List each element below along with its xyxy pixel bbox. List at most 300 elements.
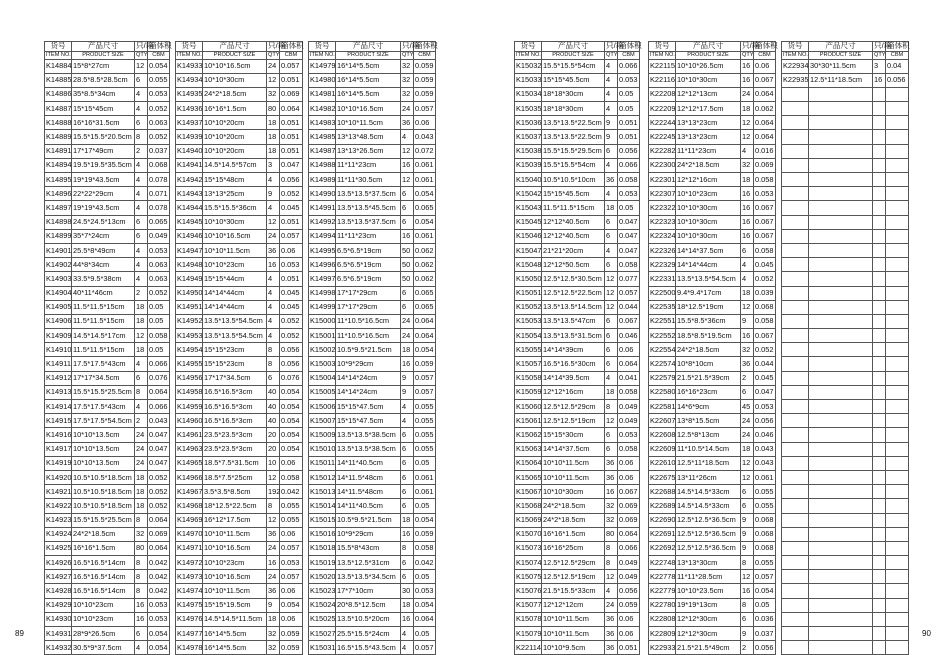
qty-cell: 24	[741, 87, 754, 101]
item-no-cell: K14942	[176, 173, 203, 187]
item-no-cell: K15012	[309, 470, 336, 484]
qty-cell: 12	[741, 116, 754, 130]
qty-cell: 16	[401, 612, 414, 626]
product-size-cell: 15*15*47.5cm	[336, 414, 401, 428]
product-size-cell: 18.5*7.5*31.5cm	[203, 456, 267, 470]
header-cbm-zh: 箱体积	[415, 41, 438, 51]
qty-cell: 32	[401, 59, 414, 73]
cbm-cell: 0.044	[754, 357, 776, 371]
product-size-cell: 10*10*13.5cm	[72, 442, 135, 456]
item-no-cell: K22779	[649, 584, 676, 598]
table-row	[515, 612, 640, 626]
qty-cell: 4	[605, 371, 618, 385]
qty-cell: 12	[741, 130, 754, 144]
item-no-cell: K15031	[309, 641, 336, 655]
cbm-cell: 0.071	[148, 187, 170, 201]
cbm-cell: 0.046	[618, 329, 640, 343]
item-no-cell: K14968	[176, 499, 203, 513]
item-no-cell: K22933	[649, 641, 676, 655]
item-no-cell: K15045	[515, 215, 542, 229]
table-row	[309, 343, 436, 357]
cbm-cell: 0.05	[414, 456, 436, 470]
table-row	[176, 428, 303, 442]
qty-cell	[873, 300, 886, 314]
qty-cell: 8	[605, 400, 618, 414]
cbm-cell: 0.069	[148, 527, 170, 541]
qty-cell: 16	[741, 187, 754, 201]
cbm-cell: 0.058	[618, 442, 640, 456]
cbm-cell: 0.06	[618, 470, 640, 484]
qty-cell: 12	[135, 59, 148, 73]
item-no-cell: K14936	[176, 102, 203, 116]
cbm-cell: 0.052	[148, 499, 170, 513]
header-item-no-zh: 货号	[649, 42, 676, 52]
cbm-cell: 0.056	[618, 584, 640, 598]
table-row	[309, 201, 436, 215]
product-size-cell: 13.5*13.5*31.5cm	[542, 329, 605, 343]
cbm-cell: 0.053	[280, 258, 303, 272]
cbm-cell: 0.052	[148, 130, 170, 144]
product-size-cell: 18*18*30cm	[542, 87, 605, 101]
table-row	[649, 414, 776, 428]
table-row	[649, 329, 776, 343]
qty-cell: 4	[605, 584, 618, 598]
table-row	[782, 428, 909, 442]
qty-cell: 18	[605, 201, 618, 215]
qty-cell: 24	[135, 428, 148, 442]
header-cbm-en: CBM	[754, 51, 776, 59]
item-no-cell: K15063	[515, 442, 542, 456]
qty-cell: 12	[605, 570, 618, 584]
cbm-cell	[886, 627, 909, 641]
cbm-cell: 0.047	[618, 243, 640, 257]
product-size-cell: 10*10*23cm	[203, 258, 267, 272]
cbm-cell: 0.052	[148, 470, 170, 484]
item-no-cell: K14940	[176, 144, 203, 158]
cbm-cell: 0.054	[280, 428, 303, 442]
product-size-cell	[809, 627, 873, 641]
table-row	[176, 414, 303, 428]
table-row	[649, 598, 776, 612]
qty-cell	[873, 414, 886, 428]
cbm-cell: 0.055	[280, 499, 303, 513]
product-size-cell: 3.5*3.5*8.5cm	[203, 485, 267, 499]
product-size-cell: 12.5*12.5*29cm	[542, 556, 605, 570]
cbm-cell: 0.064	[148, 513, 170, 527]
cbm-cell: 0.061	[414, 470, 436, 484]
table-row	[515, 130, 640, 144]
table-row	[649, 442, 776, 456]
table-row	[309, 456, 436, 470]
item-no-cell	[782, 442, 809, 456]
item-no-cell: K14953	[176, 329, 203, 343]
item-no-cell: K22114	[515, 641, 542, 655]
item-no-cell	[782, 144, 809, 158]
product-size-cell: 12*12*50.5cm	[542, 258, 605, 272]
qty-cell: 50	[401, 272, 414, 286]
qty-cell: 6	[401, 456, 414, 470]
product-size-cell: 16.5*16.5*30cm	[542, 357, 605, 371]
item-no-cell	[782, 556, 809, 570]
product-size-cell: 13.5*13.5*34.5cm	[336, 570, 401, 584]
product-size-cell: 16*14*5.5cm	[203, 641, 267, 655]
cbm-cell: 0.045	[754, 258, 776, 272]
cbm-cell: 0.045	[280, 300, 303, 314]
qty-cell: 2	[741, 641, 754, 655]
cbm-cell: 0.06	[618, 612, 640, 626]
table-row	[649, 201, 776, 215]
item-no-cell: K15035	[515, 102, 542, 116]
cbm-cell	[886, 286, 909, 300]
header-cbm-zh: 箱体积	[755, 41, 778, 51]
table-row	[309, 371, 436, 385]
table-row	[782, 400, 909, 414]
cbm-cell: 0.064	[414, 329, 436, 343]
qty-cell	[873, 329, 886, 343]
qty-cell	[873, 527, 886, 541]
product-size-cell: 12.5*11*18.5cm	[676, 456, 741, 470]
product-size-cell	[809, 130, 873, 144]
product-size-cell: 16.5*16.5*3cm	[203, 385, 267, 399]
cbm-cell	[886, 243, 909, 257]
qty-cell: 9	[605, 116, 618, 130]
product-size-cell: 24*2*18.5cm	[676, 158, 741, 172]
table-row	[309, 300, 436, 314]
cbm-cell: 0.067	[754, 73, 776, 87]
cbm-cell	[886, 215, 909, 229]
product-size-cell: 14*14*44cm	[203, 286, 267, 300]
table-row	[45, 272, 170, 286]
table-row	[649, 428, 776, 442]
header-row-zh	[309, 42, 436, 52]
item-no-cell: K14987	[309, 144, 336, 158]
product-size-cell: 22*22*29cm	[72, 187, 135, 201]
table-row	[309, 627, 436, 641]
table-row	[45, 400, 170, 414]
product-size-cell: 18*12.5*19cm	[676, 300, 741, 314]
table-row	[176, 272, 303, 286]
table-row	[309, 513, 436, 527]
item-no-cell: K22245	[649, 130, 676, 144]
product-size-cell: 10*10*23.5cm	[676, 584, 741, 598]
qty-cell: 18	[267, 144, 280, 158]
qty-cell: 8	[401, 541, 414, 555]
product-size-cell: 15.5*15.5*54cm	[542, 59, 605, 73]
item-no-cell	[782, 187, 809, 201]
qty-cell: 12	[401, 144, 414, 158]
product-size-cell: 13.5*13.5*54.5cm	[203, 314, 267, 328]
cbm-cell	[886, 102, 909, 116]
table-row	[515, 173, 640, 187]
qty-cell: 18	[135, 343, 148, 357]
item-no-cell: K14887	[45, 102, 72, 116]
table-row	[45, 513, 170, 527]
product-size-cell: 10*10*11.5cm	[542, 612, 605, 626]
table-row	[176, 59, 303, 73]
qty-cell	[873, 215, 886, 229]
table-row	[176, 456, 303, 470]
item-no-cell: K14928	[45, 584, 72, 598]
qty-cell: 32	[267, 87, 280, 101]
header-item-no-zh: 货号	[309, 42, 336, 52]
item-no-cell: K15065	[515, 470, 542, 484]
item-no-cell	[782, 541, 809, 555]
product-size-cell: 13*8*15.5cm	[676, 414, 741, 428]
table-row	[515, 414, 640, 428]
qty-cell: 6	[605, 329, 618, 343]
item-no-cell: K14884	[45, 59, 72, 73]
cbm-cell: 0.047	[754, 385, 776, 399]
qty-cell: 16	[267, 258, 280, 272]
header-product-size-zh: 产品尺寸	[809, 42, 873, 52]
qty-cell: 6	[741, 243, 754, 257]
product-size-cell: 15*15*19.5cm	[203, 598, 267, 612]
item-no-cell: K14939	[176, 130, 203, 144]
table-row	[649, 371, 776, 385]
cbm-cell: 0.047	[148, 428, 170, 442]
table-row	[782, 527, 909, 541]
table-row	[45, 329, 170, 343]
table-row	[309, 400, 436, 414]
cbm-cell: 0.064	[618, 357, 640, 371]
qty-cell: 16	[401, 357, 414, 371]
cbm-cell	[886, 158, 909, 172]
table-row	[649, 499, 776, 513]
table-row	[45, 414, 170, 428]
item-no-cell: K14954	[176, 343, 203, 357]
item-no-cell: K15013	[309, 485, 336, 499]
qty-cell: 9	[741, 314, 754, 328]
product-size-cell: 11*11*23cm	[336, 158, 401, 172]
qty-cell: 4	[267, 314, 280, 328]
item-no-cell: K14966	[176, 470, 203, 484]
table-row	[649, 215, 776, 229]
table-row	[649, 59, 776, 73]
qty-cell: 6	[605, 428, 618, 442]
item-no-cell: K14950	[176, 286, 203, 300]
product-size-cell: 15.5*8.5*36cm	[676, 314, 741, 328]
table-row	[309, 272, 436, 286]
item-no-cell: K22692	[649, 541, 676, 555]
qty-cell: 9	[267, 187, 280, 201]
product-size-cell: 12.5*12.5*30.5cm	[542, 272, 605, 286]
product-size-cell: 12*12*40.5cm	[542, 229, 605, 243]
qty-cell: 16	[135, 612, 148, 626]
product-size-cell	[809, 470, 873, 484]
table-row	[782, 144, 909, 158]
table-row	[782, 385, 909, 399]
qty-cell: 6	[401, 570, 414, 584]
qty-cell: 12	[605, 286, 618, 300]
item-no-cell: K22581	[649, 400, 676, 414]
table-row	[782, 541, 909, 555]
item-no-cell: K14961	[176, 428, 203, 442]
cbm-cell: 0.053	[148, 243, 170, 257]
table-row	[649, 612, 776, 626]
table-row	[649, 584, 776, 598]
item-no-cell: K15069	[515, 513, 542, 527]
table-row	[309, 187, 436, 201]
qty-cell: 4	[605, 158, 618, 172]
cbm-cell: 0.067	[618, 314, 640, 328]
item-no-cell: K14970	[176, 527, 203, 541]
item-no-cell: K14933	[176, 59, 203, 73]
cbm-cell: 0.055	[754, 499, 776, 513]
product-size-cell: 13*13*23cm	[676, 130, 741, 144]
product-size-cell: 10*10*11.5cm	[203, 527, 267, 541]
product-size-cell	[809, 385, 873, 399]
qty-cell: 18	[741, 442, 754, 456]
cbm-cell: 0.057	[414, 102, 436, 116]
item-no-cell: K14943	[176, 187, 203, 201]
header-product-size-en: PRODUCT SIZE	[542, 51, 605, 59]
item-no-cell: K14985	[309, 130, 336, 144]
cbm-cell: 0.059	[414, 59, 436, 73]
qty-cell: 20	[267, 442, 280, 456]
qty-cell: 16	[741, 73, 754, 87]
price-table-3	[308, 41, 436, 655]
cbm-cell: 0.058	[148, 329, 170, 343]
product-size-cell: 19.5*19.5*35.5cm	[72, 158, 135, 172]
item-no-cell: K22809	[649, 627, 676, 641]
product-size-cell: 14*11.5*48cm	[336, 485, 401, 499]
qty-cell	[873, 442, 886, 456]
cbm-cell: 0.057	[280, 570, 303, 584]
product-size-cell: 18*12.5*22.5cm	[203, 499, 267, 513]
qty-cell: 80	[605, 527, 618, 541]
qty-cell	[873, 116, 886, 130]
header-product-size-zh: 产品尺寸	[203, 42, 267, 52]
table-row	[45, 87, 170, 101]
item-no-cell: K15006	[309, 400, 336, 414]
qty-cell: 2	[135, 286, 148, 300]
item-no-cell: K15048	[515, 258, 542, 272]
product-size-cell: 13.5*12.5*31cm	[336, 556, 401, 570]
table-row	[176, 570, 303, 584]
product-size-cell: 12.5*12.5*36.5cm	[676, 513, 741, 527]
cbm-cell: 0.055	[754, 556, 776, 570]
qty-cell: 8	[605, 541, 618, 555]
product-size-cell: 21*21*20cm	[542, 243, 605, 257]
table-row	[782, 470, 909, 484]
item-no-cell: K14895	[45, 173, 72, 187]
table-row	[176, 357, 303, 371]
product-size-cell: 10*10*26.5cm	[676, 59, 741, 73]
product-size-cell: 16*14*5.5cm	[203, 627, 267, 641]
table-row	[782, 201, 909, 215]
table-row	[782, 357, 909, 371]
header-qty-zh: 只/箱	[742, 41, 760, 51]
product-size-cell	[809, 286, 873, 300]
table-row	[176, 442, 303, 456]
qty-cell: 4	[267, 272, 280, 286]
cbm-cell: 0.056	[618, 144, 640, 158]
table-row	[309, 243, 436, 257]
cbm-cell: 0.053	[618, 428, 640, 442]
table-row	[782, 612, 909, 626]
qty-cell: 9	[605, 130, 618, 144]
qty-cell: 24	[401, 102, 414, 116]
product-size-cell: 13*13*30cm	[676, 556, 741, 570]
item-no-cell: K15075	[515, 570, 542, 584]
cbm-cell: 0.062	[414, 243, 436, 257]
cbm-cell: 0.06	[280, 527, 303, 541]
product-size-cell: 11*10.5*16.5cm	[336, 314, 401, 328]
cbm-cell: 0.047	[618, 215, 640, 229]
cbm-cell: 0.066	[148, 400, 170, 414]
product-size-cell	[809, 442, 873, 456]
table-row	[515, 584, 640, 598]
table-row	[176, 541, 303, 555]
cbm-cell: 0.061	[414, 158, 436, 172]
cbm-cell: 0.052	[280, 314, 303, 328]
cbm-cell: 0.058	[754, 243, 776, 257]
item-no-cell	[782, 485, 809, 499]
item-no-cell: K14937	[176, 116, 203, 130]
item-no-cell: K22689	[649, 499, 676, 513]
table-row	[649, 229, 776, 243]
item-no-cell: K22935	[782, 73, 809, 87]
header-qty-en: QTY	[136, 52, 148, 58]
product-size-cell: 17*17*49cm	[72, 144, 135, 158]
qty-cell: 4	[267, 173, 280, 187]
qty-cell: 6	[401, 187, 414, 201]
qty-cell: 6	[135, 215, 148, 229]
product-size-cell: 11.5*11.5*15cm	[72, 300, 135, 314]
header-product-size-zh: 产品尺寸	[676, 42, 741, 52]
table-row	[782, 73, 909, 87]
cbm-cell: 0.06	[414, 116, 436, 130]
table-row	[515, 187, 640, 201]
product-size-cell: 13.5*13.5*38.5cm	[336, 442, 401, 456]
product-size-cell: 15*15*30cm	[542, 428, 605, 442]
table-row	[309, 570, 436, 584]
product-size-cell: 17.5*17.5*43cm	[72, 357, 135, 371]
product-size-cell: 25.5*8*49cm	[72, 243, 135, 257]
header-row-en	[309, 51, 436, 59]
item-no-cell	[782, 300, 809, 314]
product-size-cell: 10*9*29cm	[336, 527, 401, 541]
item-no-cell	[782, 343, 809, 357]
product-size-cell	[809, 499, 873, 513]
product-size-cell: 13.5*13.5*22.5cm	[542, 116, 605, 130]
item-no-cell: K14925	[45, 541, 72, 555]
header-cbm-en: CBM	[618, 51, 640, 59]
qty-cell: 4	[605, 187, 618, 201]
table-row	[45, 541, 170, 555]
product-size-cell: 10.5*9.5*21.5cm	[336, 343, 401, 357]
table-row	[309, 144, 436, 158]
qty-cell: 12	[267, 513, 280, 527]
qty-cell: 9	[741, 513, 754, 527]
item-no-cell: K14995	[309, 243, 336, 257]
header-item-no-en: ITEM NO.	[46, 52, 71, 58]
qty-cell	[873, 187, 886, 201]
item-no-cell: K14897	[45, 201, 72, 215]
header-item-no-en: ITEM NO.	[177, 52, 202, 58]
cbm-cell: 0.066	[148, 357, 170, 371]
table-row	[515, 314, 640, 328]
cbm-cell: 0.06	[280, 243, 303, 257]
product-size-cell: 14*14*39.5cm	[542, 371, 605, 385]
item-no-cell: K14917	[45, 442, 72, 456]
qty-cell: 6	[135, 116, 148, 130]
qty-cell: 32	[605, 513, 618, 527]
product-size-cell	[809, 116, 873, 130]
product-size-cell: 13.5*13.5*38.5cm	[336, 428, 401, 442]
item-no-cell	[782, 456, 809, 470]
cbm-cell: 0.043	[148, 414, 170, 428]
